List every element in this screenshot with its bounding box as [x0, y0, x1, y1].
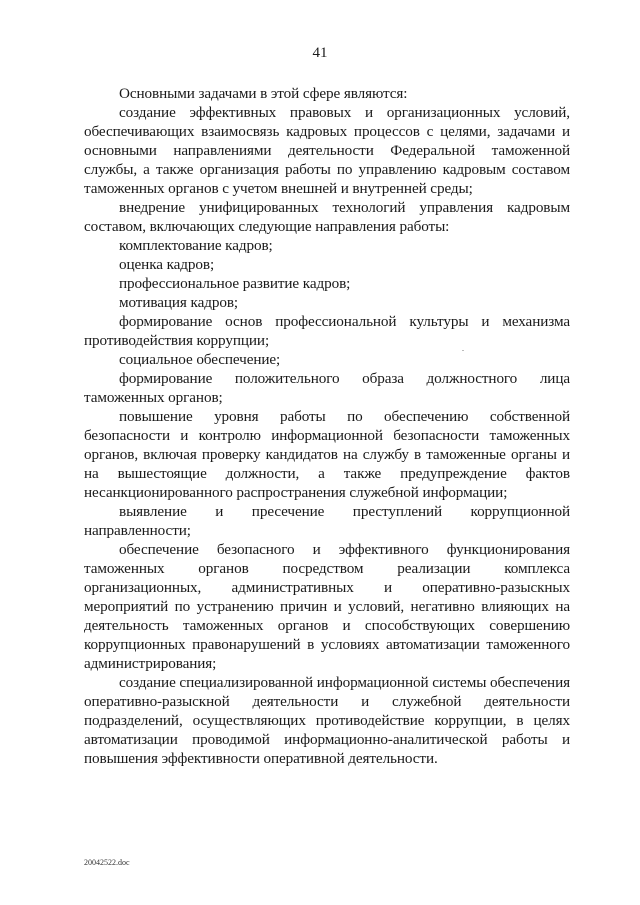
paragraph-staffing: комплектование кадров; — [119, 237, 273, 254]
paragraph-legal-conditions: создание эффективных правовых и организационных условий, обеспечивающих взаимосвязь кадровых процессов с целями, задачами и основными направлениями деятельности Федеральной таможенной службы, а также организация работы по управлению кадровым составом таможенных органов с учетом внешней и внутренней среды; — [84, 104, 570, 197]
paragraph-information-system: создание специализированной информационной системы обеспечения оперативно-разыскной деятельности и служебной деятельности подразделений, осуществляющих противодействие коррупции, в целях автоматизации проводимой информационно-аналитической работы и повышения эффективности оперативной деятельности. — [84, 674, 570, 767]
paragraph-professional-culture: формирование основ профессиональной культуры и механизма противодействия коррупции; — [84, 313, 570, 349]
paragraph-safe-functioning: обеспечение безопасного и эффективного функционирования таможенных органов посредством реализации комплекса организационных, административных и оперативно-разыскных мероприятий по устранению причин и условий, негативно влияющих на деятельность таможенных органов и способствующих совершению коррупционных правонарушений в условиях автоматизации таможенного администрирования; — [84, 541, 570, 672]
page-number: 41 — [312, 45, 328, 61]
scan-speck — [462, 350, 464, 351]
paragraph-corruption-crimes: выявление и пресечение преступлений коррупционной направленности; — [84, 503, 570, 539]
paragraph-social-security: социальное обеспечение; — [119, 351, 281, 368]
paragraph-intro: Основными задачами в этой сфере являются: — [119, 85, 408, 102]
document-body — [84, 84, 570, 768]
paragraph-assessment: оценка кадров; — [119, 256, 215, 273]
file-name-footer: 20042522.doc — [84, 858, 130, 867]
paragraph-own-security: повышение уровня работы по обеспечению собственной безопасности и контролю информационной безопасности таможенных органов, включая проверку кандидатов на службу в таможенные органы и на вышестоящие должности, а также предупреждение фактов несанкционированного распространения служебной информации; — [84, 408, 570, 501]
paragraph-motivation: мотивация кадров; — [119, 294, 239, 311]
paragraph-development: профессиональное развитие кадров; — [119, 275, 351, 292]
paragraph-positive-image: формирование положительного образа должностного лица таможенных органов; — [84, 370, 570, 406]
paragraph-unified-technologies: внедрение унифицированных технологий управления кадровым составом, включающих следующие направления работы: — [84, 199, 570, 235]
